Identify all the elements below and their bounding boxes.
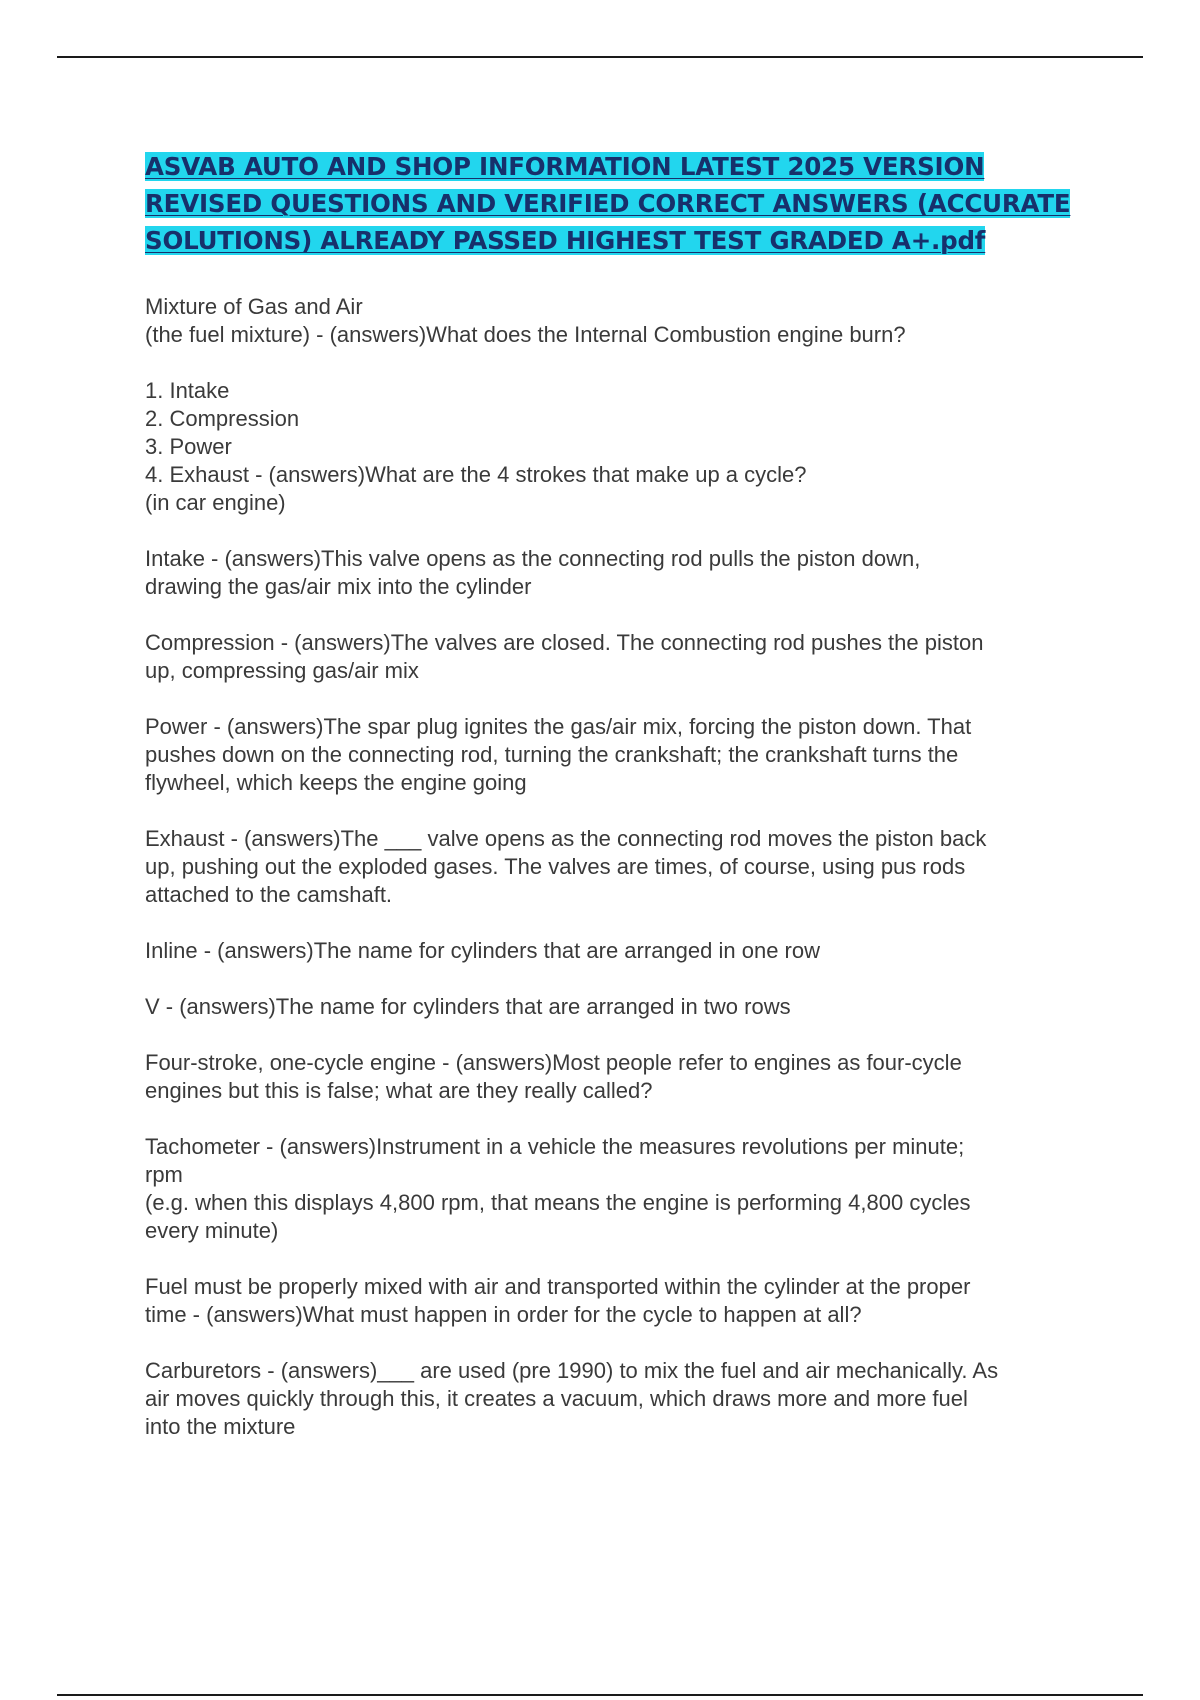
qa-paragraph xyxy=(145,293,1095,349)
text-line: Compression - (answers)The valves are closed. The connecting rod pushes the piston xyxy=(145,630,984,655)
qa-paragraph xyxy=(145,377,1095,517)
text-line: time - (answers)What must happen in order for the cycle to happen at all? xyxy=(145,1302,862,1327)
text-line: 2. Compression xyxy=(145,406,300,431)
text-line: attached to the camshaft. xyxy=(145,882,393,907)
qa-paragraph xyxy=(145,1273,1095,1329)
qa-paragraph xyxy=(145,545,1095,601)
text-line: Tachometer - (answers)Instrument in a vehicle the measures revolutions per minute; xyxy=(145,1134,965,1159)
text-line: 4. Exhaust - (answers)What are the 4 strokes that make up a cycle? xyxy=(145,462,807,487)
text-line: Mixture of Gas and Air xyxy=(145,294,363,319)
text-line: Fuel must be properly mixed with air and transported within the cylinder at the proper xyxy=(145,1274,971,1299)
qa-paragraph xyxy=(145,713,1095,797)
text-line: Exhaust - (answers)The ___ valve opens as the connecting rod moves the piston back xyxy=(145,826,987,851)
text-line: Inline - (answers)The name for cylinders that are arranged in one row xyxy=(145,938,820,963)
qa-paragraph xyxy=(145,937,1095,965)
title-line: REVISED QUESTIONS AND VERIFIED CORRECT ANSWERS (ACCURATE xyxy=(145,189,1071,218)
text-line: engines but this is false; what are they really called? xyxy=(145,1078,653,1103)
qa-paragraph xyxy=(145,993,1095,1021)
qa-paragraph xyxy=(145,1049,1095,1105)
qa-content xyxy=(145,293,1095,1469)
text-line: every minute) xyxy=(145,1218,279,1243)
text-line: Power - (answers)The spar plug ignites the gas/air mix, forcing the piston down. That xyxy=(145,714,972,739)
document-title xyxy=(145,148,1075,259)
title-line: SOLUTIONS) ALREADY PASSED HIGHEST TEST GRADED A+.pdf xyxy=(145,226,986,255)
text-line: air moves quickly through this, it creates a vacuum, which draws more and more fuel xyxy=(145,1386,968,1411)
text-line: (the fuel mixture) - (answers)What does the Internal Combustion engine burn? xyxy=(145,322,906,347)
text-line: rpm xyxy=(145,1162,183,1187)
text-line: drawing the gas/air mix into the cylinder xyxy=(145,574,532,599)
text-line: up, pushing out the exploded gases. The valves are times, of course, using pus rods xyxy=(145,854,966,879)
qa-paragraph xyxy=(145,629,1095,685)
text-line: 3. Power xyxy=(145,434,232,459)
text-line: (in car engine) xyxy=(145,490,286,515)
bottom-rule xyxy=(57,1694,1143,1696)
top-rule xyxy=(57,56,1143,58)
title-line: ASVAB AUTO AND SHOP INFORMATION LATEST 2025 VERSION xyxy=(145,152,985,181)
text-line: V - (answers)The name for cylinders that are arranged in two rows xyxy=(145,994,791,1019)
text-line: pushes down on the connecting rod, turning the crankshaft; the crankshaft turns the xyxy=(145,742,959,767)
text-line: Intake - (answers)This valve opens as the connecting rod pulls the piston down, xyxy=(145,546,921,571)
qa-paragraph xyxy=(145,825,1095,909)
text-line: flywheel, which keeps the engine going xyxy=(145,770,527,795)
text-line: up, compressing gas/air mix xyxy=(145,658,419,683)
text-line: 1. Intake xyxy=(145,378,230,403)
text-line: (e.g. when this displays 4,800 rpm, that means the engine is performing 4,800 cycles xyxy=(145,1190,971,1215)
qa-paragraph xyxy=(145,1133,1095,1245)
text-line: into the mixture xyxy=(145,1414,296,1439)
text-line: Four-stroke, one-cycle engine - (answers)Most people refer to engines as four-cycle xyxy=(145,1050,962,1075)
text-line: Carburetors - (answers)___ are used (pre 1990) to mix the fuel and air mechanically. As xyxy=(145,1358,999,1383)
qa-paragraph xyxy=(145,1357,1095,1441)
